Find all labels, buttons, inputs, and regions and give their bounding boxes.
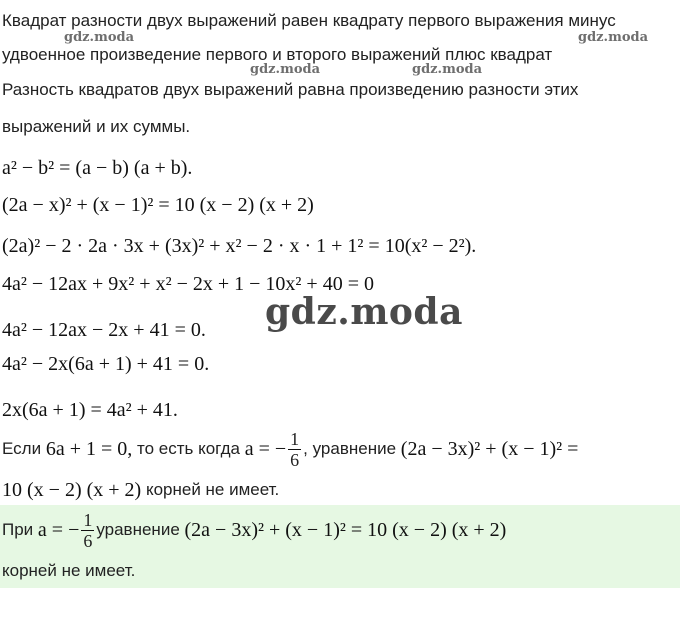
answer-equation-word: уравнение	[96, 520, 180, 539]
equation-original: (2a − x)² + (x − 1)² = 10 (x − 2) (x + 2)	[2, 194, 314, 216]
equation-simplified: 4a² − 12ax − 2x + 41 = 0.	[2, 319, 206, 341]
condition-fraction	[288, 429, 301, 470]
answer-fraction	[81, 510, 94, 551]
condition-then-word: то есть когда	[136, 439, 240, 458]
equation-difference-of-squares: a² − b² = (a − b) (a + b).	[2, 157, 193, 179]
theory-line-2: удвоенное произведение первого и второго выражений плюс квадрат	[2, 45, 553, 64]
condition-a-equals: a = −	[244, 437, 287, 460]
watermark-small-2: gdz.moda	[578, 30, 649, 45]
condition-equation-word: , уравнение	[303, 439, 397, 458]
answer-a-equals: a = −	[37, 518, 80, 541]
theory-line-3: Разность квадратов двух выражений равна произведению разности этих	[2, 80, 579, 99]
theory-line-4: выражений и их суммы.	[2, 117, 191, 136]
condition-equation-right: 10 (x − 2) (x + 2)	[2, 478, 142, 501]
equation-factored: 4a² − 2x(6a + 1) + 41 = 0.	[2, 353, 210, 375]
condition-no-roots: корней не имеет.	[145, 480, 280, 499]
condition-fraction-numerator: 1	[290, 428, 300, 449]
theory-line-1: Квадрат разности двух выражений равен квадрату первого выражения минус	[2, 11, 616, 30]
equation-collected: 4a² − 12ax + 9x² + x² − 2x + 1 − 10x² + 40 = 0	[2, 273, 374, 295]
watermark-small-1: gdz.moda	[64, 30, 135, 45]
answer-no-roots: корней не имеет.	[2, 561, 136, 580]
condition-line	[2, 424, 578, 474]
condition-expression: 6a + 1 = 0,	[45, 437, 133, 460]
answer-line	[2, 505, 506, 555]
watermark-small-3: gdz.moda	[250, 62, 321, 77]
answer-fraction-numerator: 1	[83, 509, 93, 530]
condition-equation-left: (2a − 3x)² + (x − 1)² =	[400, 437, 579, 460]
condition-if-word: Если	[2, 439, 42, 458]
watermark-large: gdz.moda	[265, 291, 463, 333]
answer-equation: (2a − 3x)² + (x − 1)² = 10 (x − 2) (x + 2)	[184, 518, 507, 541]
condition-line-2	[2, 478, 279, 502]
equation-isolated: 2x(6a + 1) = 4a² + 41.	[2, 399, 178, 421]
answer-at-word: При	[2, 520, 34, 539]
condition-fraction-denominator: 6	[290, 449, 300, 470]
watermark-small-4: gdz.moda	[412, 62, 483, 77]
answer-fraction-denominator: 6	[83, 530, 93, 551]
equation-expanded: (2a)² − 2 · 2a · 3x + (3x)² + x² − 2 · x · 1 + 1² = 10(x² − 2²).	[2, 235, 477, 257]
